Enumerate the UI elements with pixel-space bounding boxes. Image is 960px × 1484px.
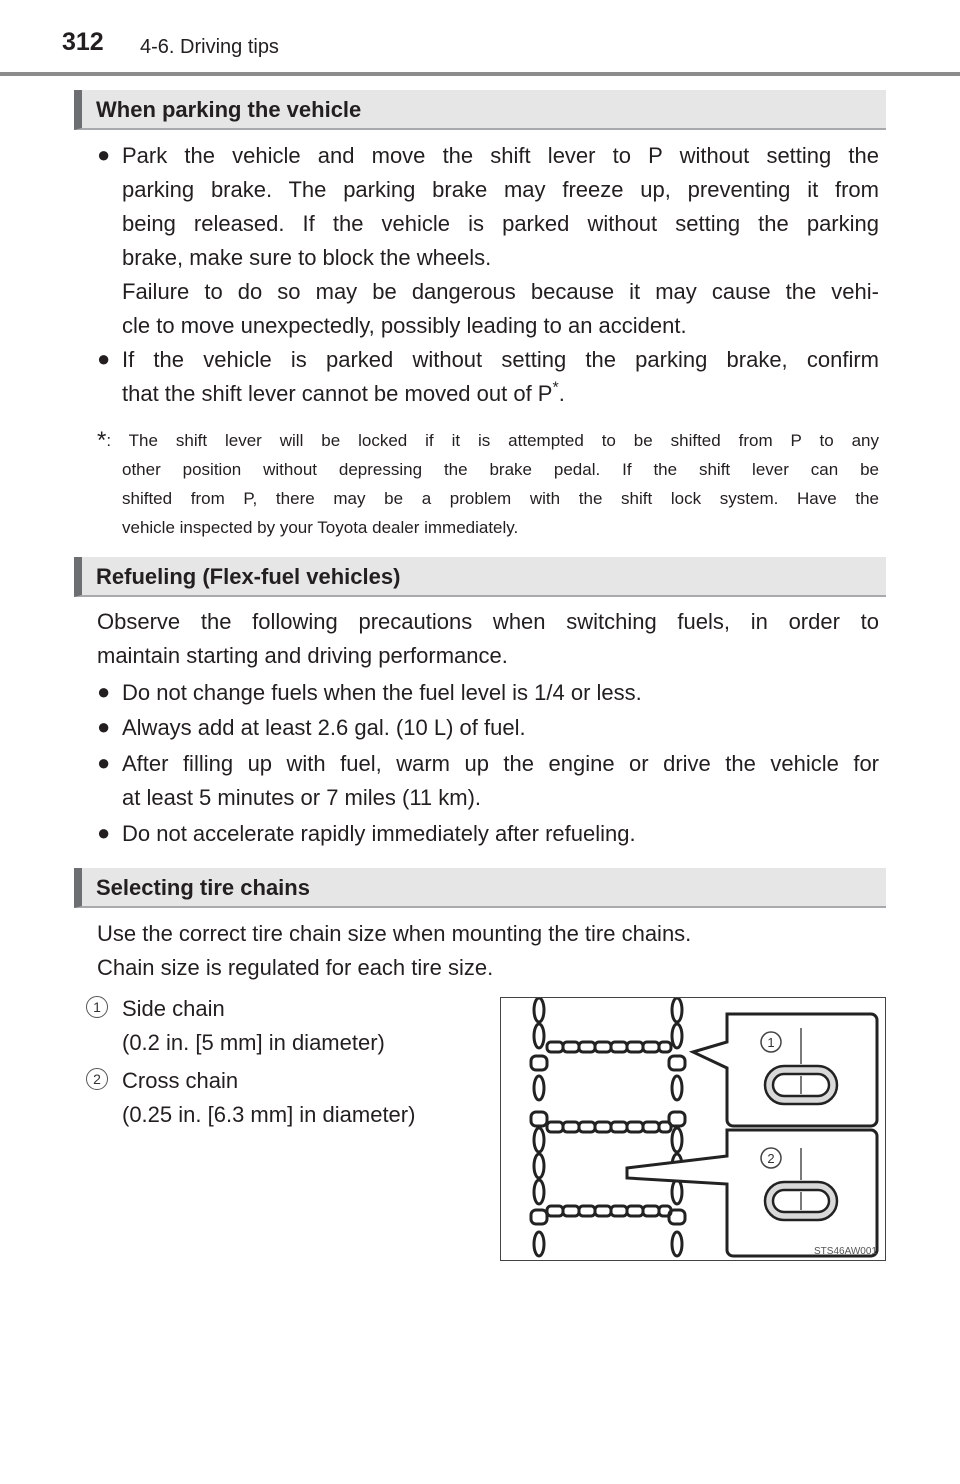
bullet-marker: ● — [97, 346, 111, 371]
cross-chain-bottom — [547, 1206, 671, 1216]
bullet-marker: ● — [97, 750, 111, 775]
callout-number-1: 1 — [767, 1035, 775, 1050]
bullet-marker: ● — [97, 679, 111, 704]
footnote-ref: * — [552, 379, 559, 397]
section-title-parking: When parking the vehicle — [96, 97, 362, 122]
page-number: 312 — [62, 28, 104, 56]
parking-bullet-2: If the vehicle is parked without setting the parking brake, confirm that the shift lever cannot be moved out of P*. — [122, 347, 879, 406]
item-number-1: 1 — [86, 996, 108, 1018]
chains-intro: Use the correct tire chain size when mounting the tire chains. Chain size is regulated for each tire size. — [97, 921, 692, 980]
side-chain-item: Side chain (0.2 in. [5 mm] in diameter) — [122, 996, 385, 1055]
refueling-intro: Observe the following precautions when switching fuels, in order to maintain starting and driving performance. — [97, 609, 879, 668]
section-header-parking — [74, 90, 886, 130]
section-reference: 4-6. Driving tips — [140, 36, 279, 58]
side-chain-left — [531, 998, 547, 1256]
item-number-2: 2 — [86, 1068, 108, 1090]
section-title-chains: Selecting tire chains — [96, 875, 310, 900]
section-header-refueling — [74, 557, 886, 597]
cross-chain-top — [547, 1042, 671, 1052]
footnote: *: The shift lever will be locked if it is attempted to be shifted from P to any other position without depressing the brake pedal. If the shift lever can be shifted from P, there may be a problem with the shift lock system. Have the vehicle inspected by your Toyota dealer immediately. — [97, 427, 879, 537]
section-header-chains — [74, 868, 886, 908]
refueling-bullet-2: Always add at least 2.6 gal. (10 L) of fuel. — [122, 715, 526, 740]
section-title-refueling: Refueling (Flex-fuel vehicles) — [96, 564, 401, 589]
header-rule — [0, 72, 960, 76]
tire-chain-figure — [500, 997, 886, 1261]
bullet-marker: ● — [97, 142, 111, 167]
cross-chain-item: Cross chain (0.25 in. [6.3 mm] in diameter) — [122, 1068, 416, 1127]
refueling-bullet-3: After filling up with fuel, warm up the engine or drive the vehicle for at least 5 minutes or 7 miles (11 km). — [122, 751, 879, 810]
callout-number-2: 2 — [767, 1151, 775, 1166]
callout-boxes — [627, 1014, 877, 1256]
cross-chain-middle — [547, 1122, 671, 1132]
refueling-bullet-4: Do not accelerate rapidly immediately after refueling. — [122, 821, 636, 846]
refueling-bullet-1: Do not change fuels when the fuel level is 1/4 or less. — [122, 680, 642, 705]
parking-bullet-1: Park the vehicle and move the shift lever to P without setting the parking brake. The parking brake may freeze up, preventing it from being released. If the vehicle is parked without setting the parking brake, make sure to block the wheels. Failure to do so may be dangerous because it may cause the vehi- cle to move unexpectedly, possibly leading to an accident. — [122, 143, 879, 338]
bullet-marker: ● — [97, 714, 111, 739]
bullet-marker: ● — [97, 820, 111, 845]
figure-code: STS46AW001 — [814, 1246, 877, 1257]
tire-chain-illustration — [501, 998, 885, 1260]
